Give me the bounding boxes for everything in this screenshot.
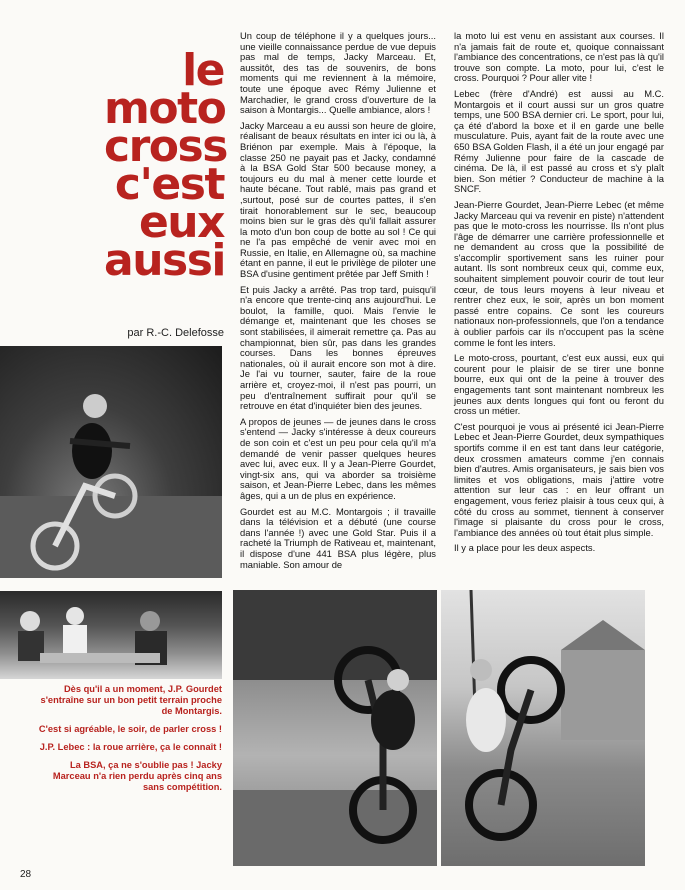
photo-group-talking — [0, 591, 222, 679]
caption: La BSA, ça ne s'oublie pas ! Jacky Marceau n'a rien perdu après cinq ans sans compétition. — [52, 760, 222, 792]
title-line: le — [182, 45, 224, 96]
paragraph: A propos de jeunes — de jeunes dans le cross s'entend — Jacky s'intéresse à deux coureurs de son coin et c'est un peu pour cela qu'il m'a demandé de venir passer quelques heures avec lui, avec eux. Il y a Jean-Pierre Gourdet, vingt-six ans, qui va aborder sa troisième saison, et Jean-Pierre Lebec, dans les mêmes âges, qui a un de plus en expérience. — [240, 415, 436, 501]
paragraph: Et puis Jacky a arrêté. Pas trop tard, puisqu'il n'a encore que trente-cinq ans aujourd'hui. Le boulot, la famille, quoi. Mais l'envie le démange et, maintenant que les choses se sont stabilisées, il aimerait remettre ça. Pas au championnat, bien sûr, pas dans les grandes courses. Dans les bonnes épreuves nationales, où il aurait encore son mot à dire. Je l'ai vu tourner, sauter, faire de la roue arrière et, croyez-moi, il n'est pas pourri, un peu d'entraînement suffirait pour qu'il se retrouve en état d'inquiéter bien des jeunes. — [240, 283, 436, 412]
paragraph: Un coup de téléphone il y a quelques jours... une vieille connaissance perdue de vue depuis pas mal de temps, Jacky Marceau. Et, aussitôt, des tas de souvenirs, de bons moments qui me reviennent à la mémoire, toute une époque avec Rémy Julienne et Marchadier, le grand cross d'ouverture de la saison à Montargis... Quelle ambiance, alors ! — [240, 30, 436, 116]
title-line: aussi — [104, 235, 225, 286]
paragraph: C'est pourquoi je vous ai présenté ici Jean-Pierre Lebec et Jean-Pierre Gourdet, deux sympathiques sportifs comme il en est tant dans leur catégorie, deux crossmen amateurs comme j'en connais bien d'autres. Amis organisateurs, je sais bien vos limites et vos obligations, mais j'attire votre attention sur leur cas : en leur offrant un engagement, vous feriez plaisir à tous ceux qui, à côté du cross au sommet, tiennent à conserver l'image si plaisante du cross pour le cross, l'ambiance des années où tout était plus simple. — [454, 420, 664, 538]
paragraph: la moto lui est venu en assistant aux courses. Il n'a jamais fait de route et, quoique connaissant l'ambiance des concentrations, ce n'est pas là qu'il trouve son compte. La moto, pour lui, c'est le cross. Pourquoi ? Pour aller vite ! — [454, 30, 664, 84]
paragraph: Le moto-cross, pourtant, c'est eux aussi, eux qui courent pour le plaisir de se tirer une bonne bourre, eux qui ont de la peine à trouver des engagements tant sont maintenant nombreux les jeunes aux dents longues qui font ou feront du cross un métier. — [454, 352, 664, 417]
page-number: 28 — [20, 869, 32, 880]
caption: C'est si agréable, le soir, de parler cross ! — [38, 724, 222, 734]
title-line: moto — [104, 83, 226, 134]
paragraph: Jean-Pierre Gourdet, Jean-Pierre Lebec (et même Jacky Marceau qui va revenir en piste) n'attendent pas que le moto-cross les nourrisse. Ils n'ont plus l'âge de démarrer une carrière professionnelle et ne demandent au cross que la possibilité de s'accomplir sportivement sans les ruiner pour autant. Ils sont nombreux ceux qui, comme eux, souhaitent simplement pouvoir courir de tout leur cœur, de tous leurs moyens à leur niveau et rentrer chez eux, le soir, après un bon moment passé entre copains. Ce sont les coureurs nationaux non-professionnels, que l'on a tendance à oublier parfois car ils n'occupent pas la scène comme le font les inters. — [454, 198, 664, 348]
title-line: cross — [104, 121, 227, 172]
paragraph: Gourdet est au M.C. Montargois ; il travaille dans la télévision et a débuté (une course dans l'année !) avec une Gold Star. Puis il a racheté la Triumph de Rativeau et, maintenant, il dispose d'une 441 BSA plus légère, plus maniable. Son amour de — [240, 505, 436, 570]
photo-wheelie-left — [233, 590, 437, 866]
photo-captions — [30, 684, 222, 800]
article-column-2 — [454, 31, 664, 559]
title-line: eux — [138, 197, 224, 248]
article-column-1 — [240, 31, 436, 575]
photo-motocross-rider — [0, 346, 222, 578]
paragraph: Lebec (frère d'André) est aussi au M.C. Montargois et il court aussi sur un gros quatre temps, une 500 BSA dernier cri. Le sport, pour lui, ça été d'abord la boxe et il en garde une belle musculature. Puis, ayant fait de la route avec une 650 BSA Golden Flash, il a été un jour engagé par Rémy Julienne pour faire de la cascade de cinéma. De là, il est passé au cross et s'y plaît bien. Son métier ? Conducteur de machine à la SNCF. — [454, 87, 664, 195]
caption: J.P. Lebec : la roue arrière, ça le connaît ! — [39, 742, 222, 752]
byline: par R.-C. Delefosse — [127, 327, 224, 339]
article-title — [104, 45, 227, 286]
title-line: c'est — [114, 159, 224, 210]
paragraph: Jacky Marceau a eu aussi son heure de gloire, réalisant de beaux résultats en inter ici ou là, à Briénon par exemple. Mais à l'époque, la classe 250 ne payait pas et Jacky, condamné à la BSA Gold Star 500 because money, a toujours eu du mal à mener cette lourde et haute bécane. Tout rablé, mais pas grand et ,surtout, posé sur de courtes pattes, il s'en tirait honorablement sur le sec, beaucoup moins bien sur le gras dès qu'il fallait assurer la moto d'un bon coup de botte au sol ! Ce qui ne l'a pas empêché de venir avec moi en Russie, en Italie, en Allemagne où, sa machine étant en panne, il eut le privilège de piloter une BSA d'usine gentiment prêtée par Jeff Smith ! — [240, 119, 436, 280]
caption: Dès qu'il a un moment, J.P. Gourdet s'entraîne sur un bon petit terrain proche de Montargis. — [40, 684, 222, 716]
paragraph: Il y a place pour les deux aspects. — [454, 542, 596, 554]
photo-wheelie-right — [441, 590, 645, 866]
